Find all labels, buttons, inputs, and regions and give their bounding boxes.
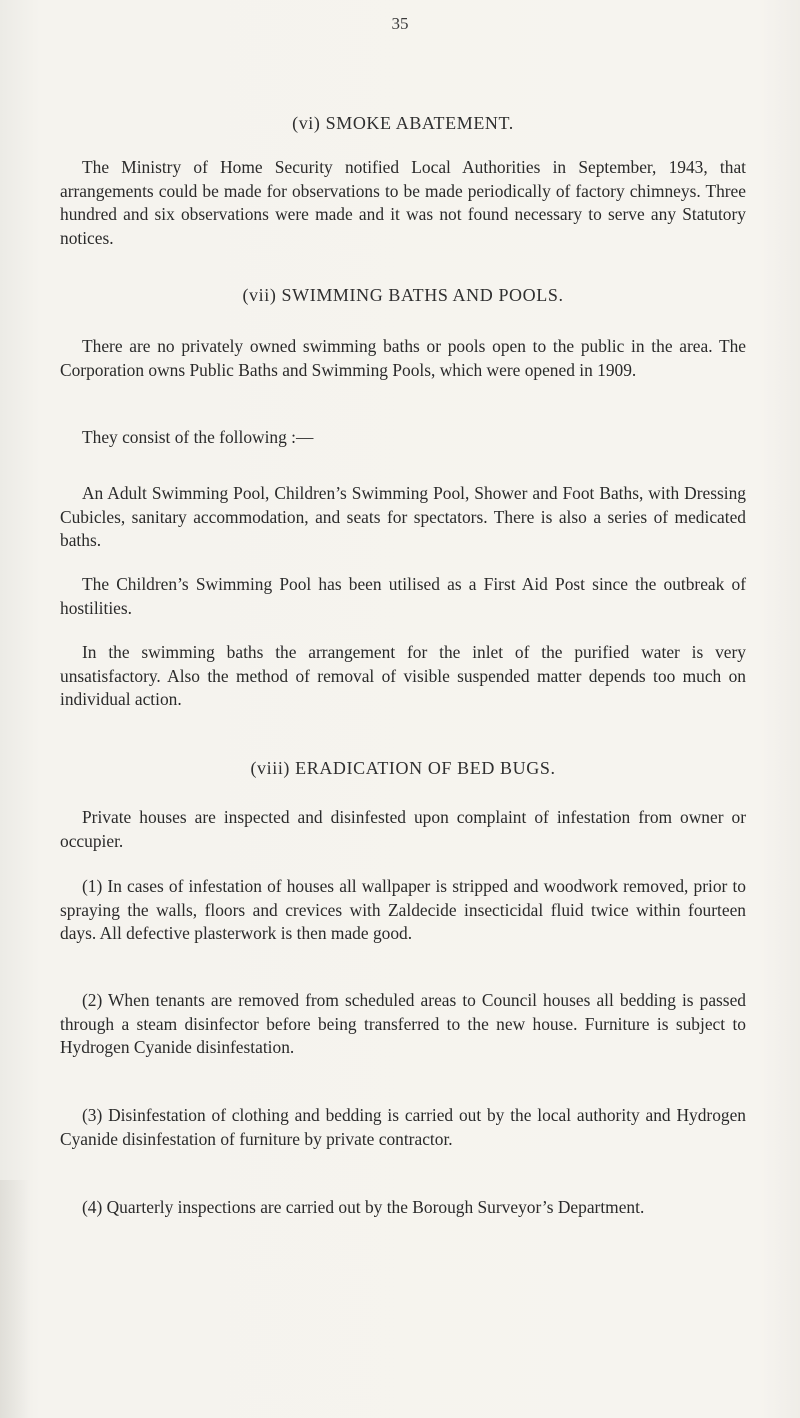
paragraph-swimming-inlet: In the swimming baths the arrangement for the inlet of the purified water is very unsatisfactory. Also the method of removal of visible suspended matter depends too much on individual action. [60,642,746,709]
paragraph-bed-bugs-item-4: (4) Quarterly inspections are carried out by the Borough Surveyor’s Department. [82,1197,645,1217]
paragraph-swimming-facilities: An Adult Swimming Pool, Children’s Swimming Pool, Shower and Foot Baths, with Dressing Cubicles, sanitary accommodation, and seats for spectators. There is also a series of medicated baths. [60,483,746,550]
paragraph-swimming-first-aid: The Children’s Swimming Pool has been utilised as a First Aid Post since the outbreak of hostilities. [60,574,746,618]
page-edge-shadow [0,1180,30,1418]
section-heading-swimming-baths: (vii) SWIMMING BATHS AND POOLS. [242,285,564,305]
section-heading-bed-bugs: (viii) ERADICATION OF BED BUGS. [250,758,556,778]
paragraph-bed-bugs-item-3: (3) Disinfestation of clothing and bedding is carried out by the local authority and Hydrogen Cyanide disinfestation of furniture by private contractor. [60,1105,746,1149]
paragraph-swimming-intro: There are no privately owned swimming baths or pools open to the public in the area. The Corporation owns Public Baths and Swimming Pools, which were opened in 1909. [60,336,746,380]
paragraph-bed-bugs-item-2: (2) When tenants are removed from scheduled areas to Council houses all bedding is passed through a steam disinfector before being transferred to the new house. Furniture is subject to Hydrogen Cyanide disinfestation. [60,990,746,1057]
page-number: 35 [391,14,409,33]
paragraph-swimming-consist: They consist of the following :— [82,427,314,447]
section-heading-smoke-abatement: (vi) SMOKE ABATEMENT. [292,113,514,133]
paragraph-bed-bugs-item-1: (1) In cases of infestation of houses all wallpaper is stripped and woodwork removed, prior to spraying the walls, floors and crevices with Zaldecide insecticidal fluid twice within fourteen days. All defective plasterwork is then made good. [60,876,746,943]
paragraph-bed-bugs-intro: Private houses are inspected and disinfested upon complaint of infestation from owner or occupier. [60,807,746,851]
paragraph-smoke-abatement: The Ministry of Home Security notified Local Authorities in September, 1943, that arrangements could be made for observations to be made periodically of factory chimneys. Three hundred and six observations were made and it was not found necessary to serve any Statutory notices. [60,157,746,248]
